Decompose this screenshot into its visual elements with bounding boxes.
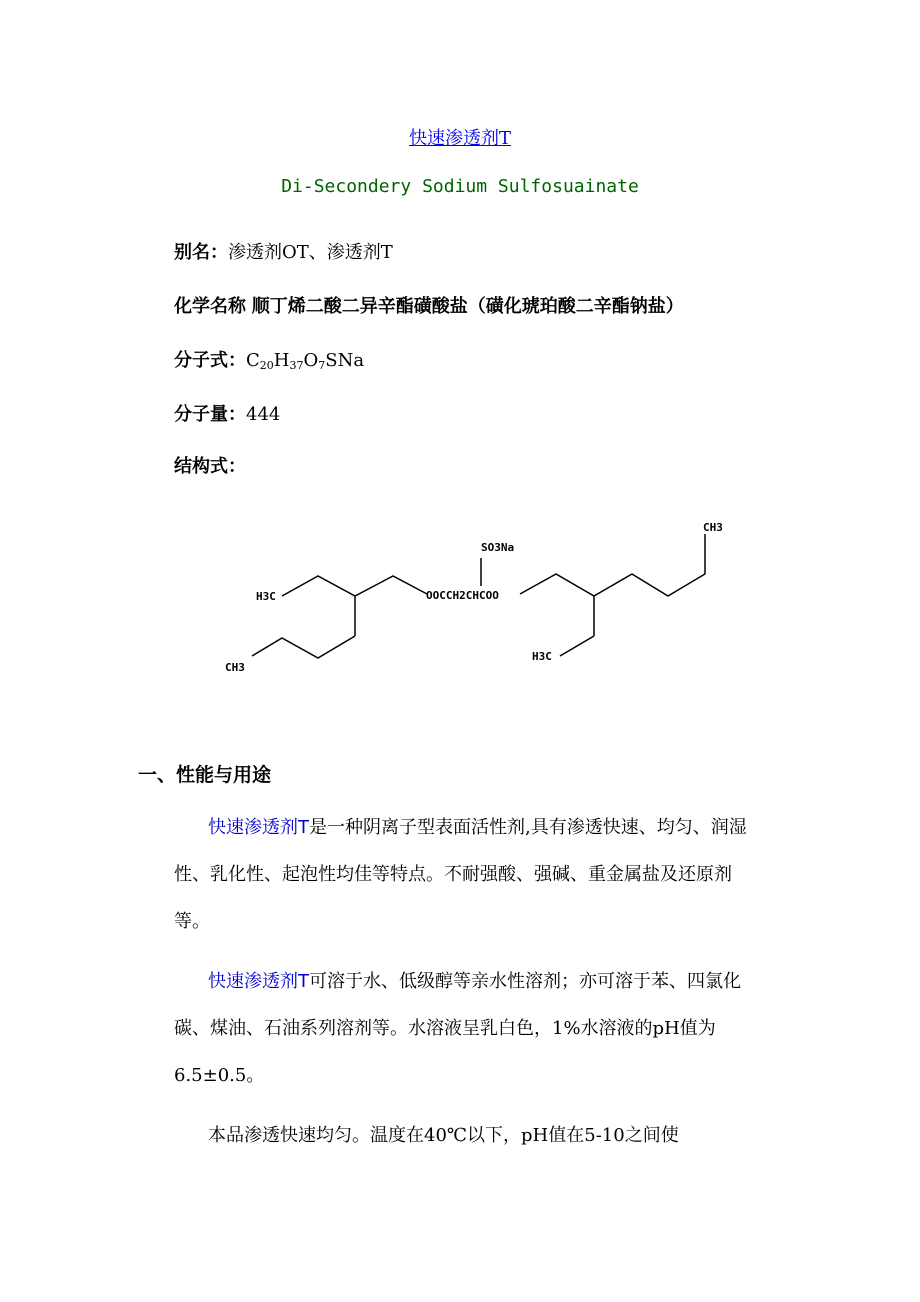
label-ch3-left: CH3 [225, 661, 245, 674]
formula-label: 分子式： [174, 350, 246, 371]
chem-name-label: 化学名称 [174, 296, 246, 317]
field-alias [174, 238, 393, 264]
label-so3na: SO3Na [481, 541, 515, 554]
paragraph-2 [174, 958, 764, 1099]
title-link[interactable]: 快速渗透剂T [408, 128, 511, 149]
field-structure [174, 452, 246, 478]
alias-label: 别名： [174, 242, 228, 263]
label-ch3-top: CH3 [703, 521, 723, 534]
paragraph-1-highlight: 快速渗透剂T [208, 817, 309, 838]
paragraph-3 [174, 1112, 764, 1159]
label-h3c-left: H3C [256, 590, 276, 603]
document-title-cn [0, 124, 920, 150]
mw-value: 444 [246, 404, 281, 425]
field-formula [174, 346, 364, 372]
paragraph-2-text: 可溶于水、低级醇等亲水性溶剂；亦可溶于苯、四氯化碳、煤油、石油系列溶剂等。水溶液呈乳白色，1%水溶液的pH值为6.5±0.5。 [174, 971, 741, 1086]
structure-label: 结构式： [174, 456, 246, 477]
structural-formula [0, 500, 920, 690]
label-h3c-right: H3C [532, 650, 552, 663]
mw-label: 分子量： [174, 404, 246, 425]
paragraph-3-text: 本品渗透快速均匀。温度在40℃以下，pH值在5-10之间使 [208, 1125, 679, 1146]
paragraph-1-text: 是一种阴离子型表面活性剂,具有渗透快速、均匀、润湿性、乳化性、起泡性均佳等特点。不耐强酸、强碱、重金属盐及还原剂等。 [174, 817, 747, 932]
document-title-en: Di-Secondery Sodium Sulfosuainate [281, 176, 639, 197]
paragraph-1 [174, 804, 764, 945]
field-mw [174, 400, 280, 426]
section-heading: 一、性能与用途 [138, 764, 272, 786]
alias-value: 渗透剂OT、渗透剂T [228, 242, 393, 263]
paragraph-2-highlight: 快速渗透剂T [208, 971, 309, 992]
label-center-chain: OOCCH2CHCOO [426, 589, 499, 602]
formula-value: $C_{20}H_{37}O_7SNa$ [246, 350, 365, 372]
field-chem-name [174, 292, 684, 318]
chem-name-value: 顺丁烯二酸二异辛酯磺酸盐（磺化琥珀酸二辛酯钠盐） [251, 296, 684, 317]
